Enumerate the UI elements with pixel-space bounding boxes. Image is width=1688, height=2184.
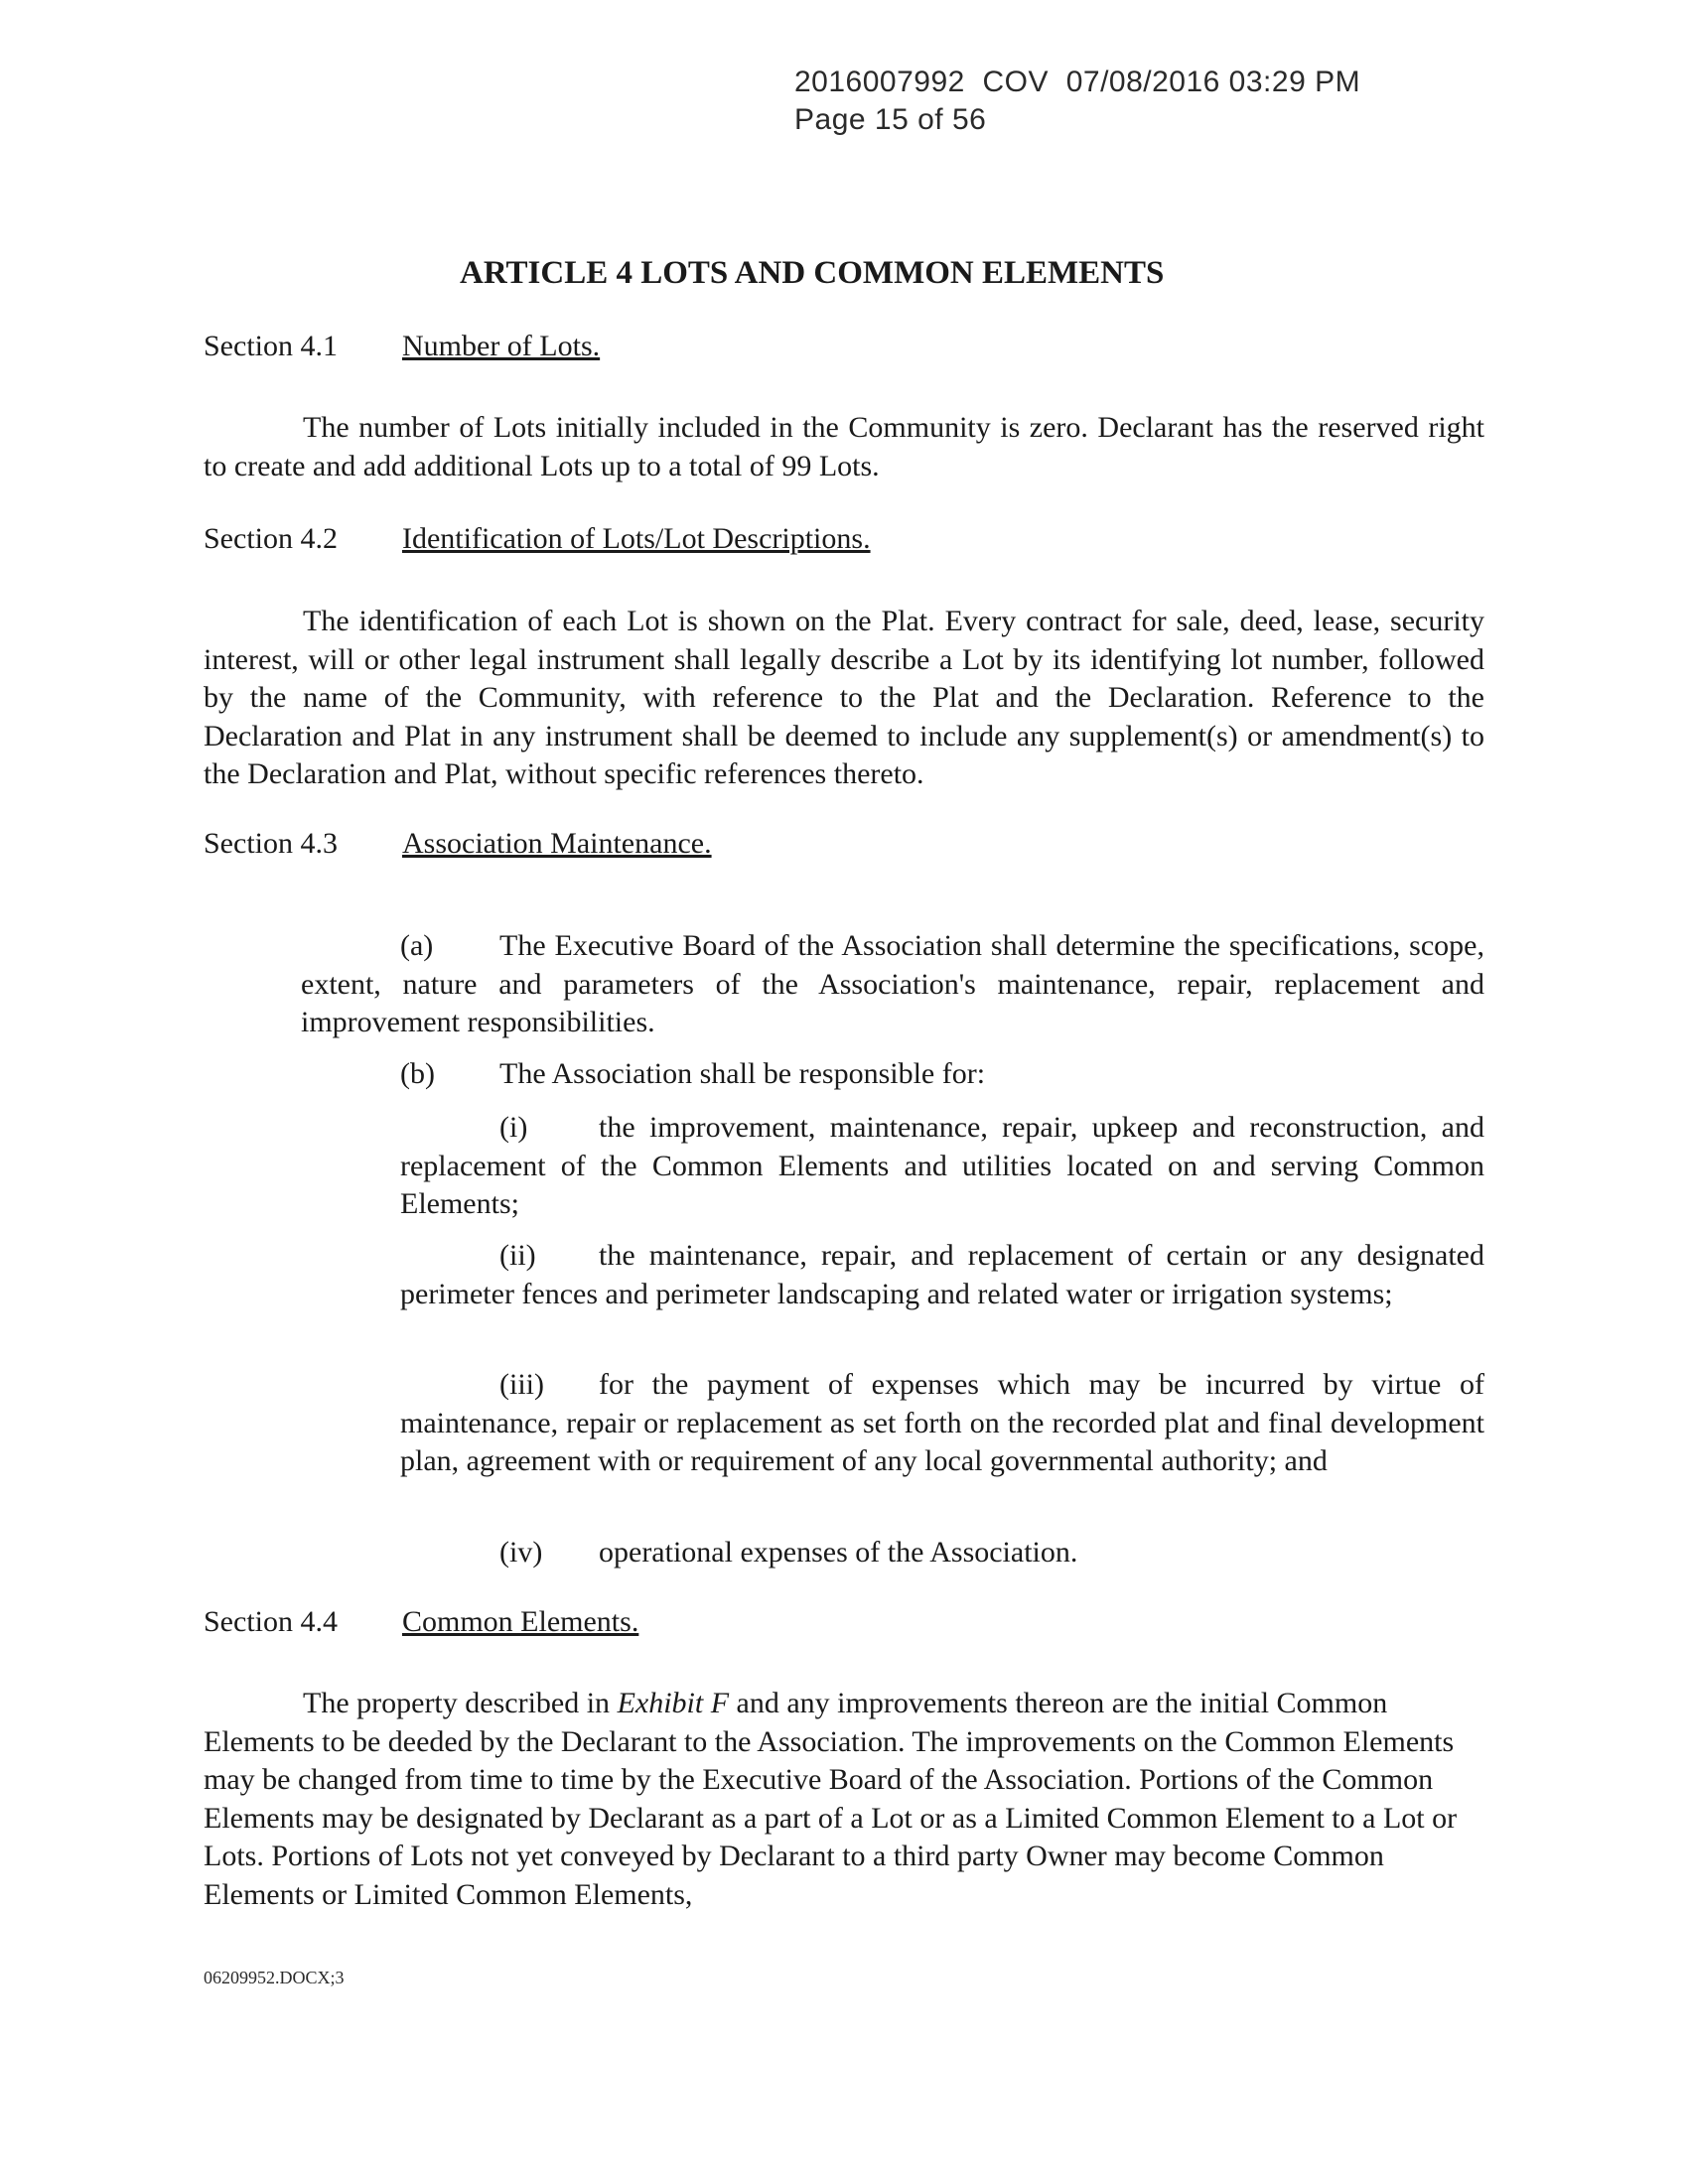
section-4-4-heading bbox=[204, 1605, 638, 1639]
clause-b-iii: (iii) for the payment of expenses which may be incurred by virtue of maintenance, repair or replacement as set forth on the recorded plat and final development plan, agreement with or requirement of any local governmental authority; and bbox=[400, 1368, 1484, 1477]
clause-b-ii: (ii) the maintenance, repair, and replacement of certain or any designated perimeter fences and perimeter landscaping and related water or irrigation systems; bbox=[400, 1239, 1484, 1310]
article-title: ARTICLE 4 LOTS AND COMMON ELEMENTS bbox=[460, 255, 1165, 291]
clause-a: (a) The Executive Board of the Association shall determine the specifications, scope, extent, nature and parameters of the Association's maintenance, repair, replacement and improvement responsibilities. bbox=[301, 929, 1484, 1038]
page-indicator: Page 15 of 56 bbox=[794, 103, 987, 136]
clause-label: (iii) bbox=[499, 1368, 544, 1401]
section-title: Common Elements. bbox=[402, 1605, 639, 1638]
section-title: Number of Lots. bbox=[402, 330, 601, 362]
section-title: Identification of Lots/Lot Descriptions. bbox=[402, 522, 871, 555]
section-4-2-body: The identification of each Lot is shown on the Plat. Every contract for sale, deed, lease, security interest, will or other legal instrument shall legally describe a Lot by its identifying lot number, followed by the name of the Community, with reference to the Plat and the Declaration. Reference to the Declaration and Plat in any instrument shall be deemed to include any supplement(s) or amendment(s) to the Declaration and Plat, without specific references thereto. bbox=[204, 605, 1484, 790]
clause-b-iv: (iv) operational expenses of the Association. bbox=[400, 1534, 1484, 1572]
clause-label: (b) bbox=[400, 1057, 435, 1090]
section-number: Section 4.4 bbox=[204, 1605, 338, 1638]
section-4-4-body: The property described in Exhibit F and any improvements thereon are the initial Common Elements to be deeded by the Declarant to the Association. The improvements on the Common Elements may be changed from time to time by the Executive Board of the Association. Portions of the Common Elements may be designated by Declarant as a part of a Lot or as a Limited Common Element to a Lot or Lots. Portions of Lots not yet conveyed by Declarant to a third party Owner may become Common Elements or Limited Common Elements, bbox=[204, 1687, 1458, 1911]
section-4-1-heading bbox=[204, 330, 600, 363]
section-number: Section 4.1 bbox=[204, 330, 338, 362]
section-4-1-body: The number of Lots initially included in the Community is zero. Declarant has the reserved right to create and add additional Lots up to a total of 99 Lots. bbox=[204, 411, 1484, 482]
section-number: Section 4.3 bbox=[204, 827, 338, 860]
section-title: Association Maintenance. bbox=[402, 827, 712, 860]
recording-number: 2016007992 COV 07/08/2016 03:29 PM bbox=[794, 66, 1361, 98]
clause-b-i: (i) the improvement, maintenance, repair, upkeep and reconstruction, and replacement of the Common Elements and utilities located on and serving Common Elements; bbox=[400, 1111, 1484, 1220]
section-number: Section 4.2 bbox=[204, 522, 338, 555]
clause-label: (a) bbox=[400, 929, 434, 962]
recording-stamp bbox=[794, 64, 1360, 139]
clause-b: (b) The Association shall be responsible for: bbox=[301, 1055, 1484, 1094]
section-4-2-heading bbox=[204, 522, 871, 556]
clause-label: (ii) bbox=[499, 1239, 536, 1272]
clause-label: (iv) bbox=[499, 1536, 543, 1569]
exhibit-reference: Exhibit F bbox=[617, 1687, 730, 1719]
section-4-3-heading bbox=[204, 827, 712, 861]
clause-label: (i) bbox=[499, 1111, 528, 1144]
document-footer-id: 06209952.DOCX;3 bbox=[204, 1968, 345, 1987]
